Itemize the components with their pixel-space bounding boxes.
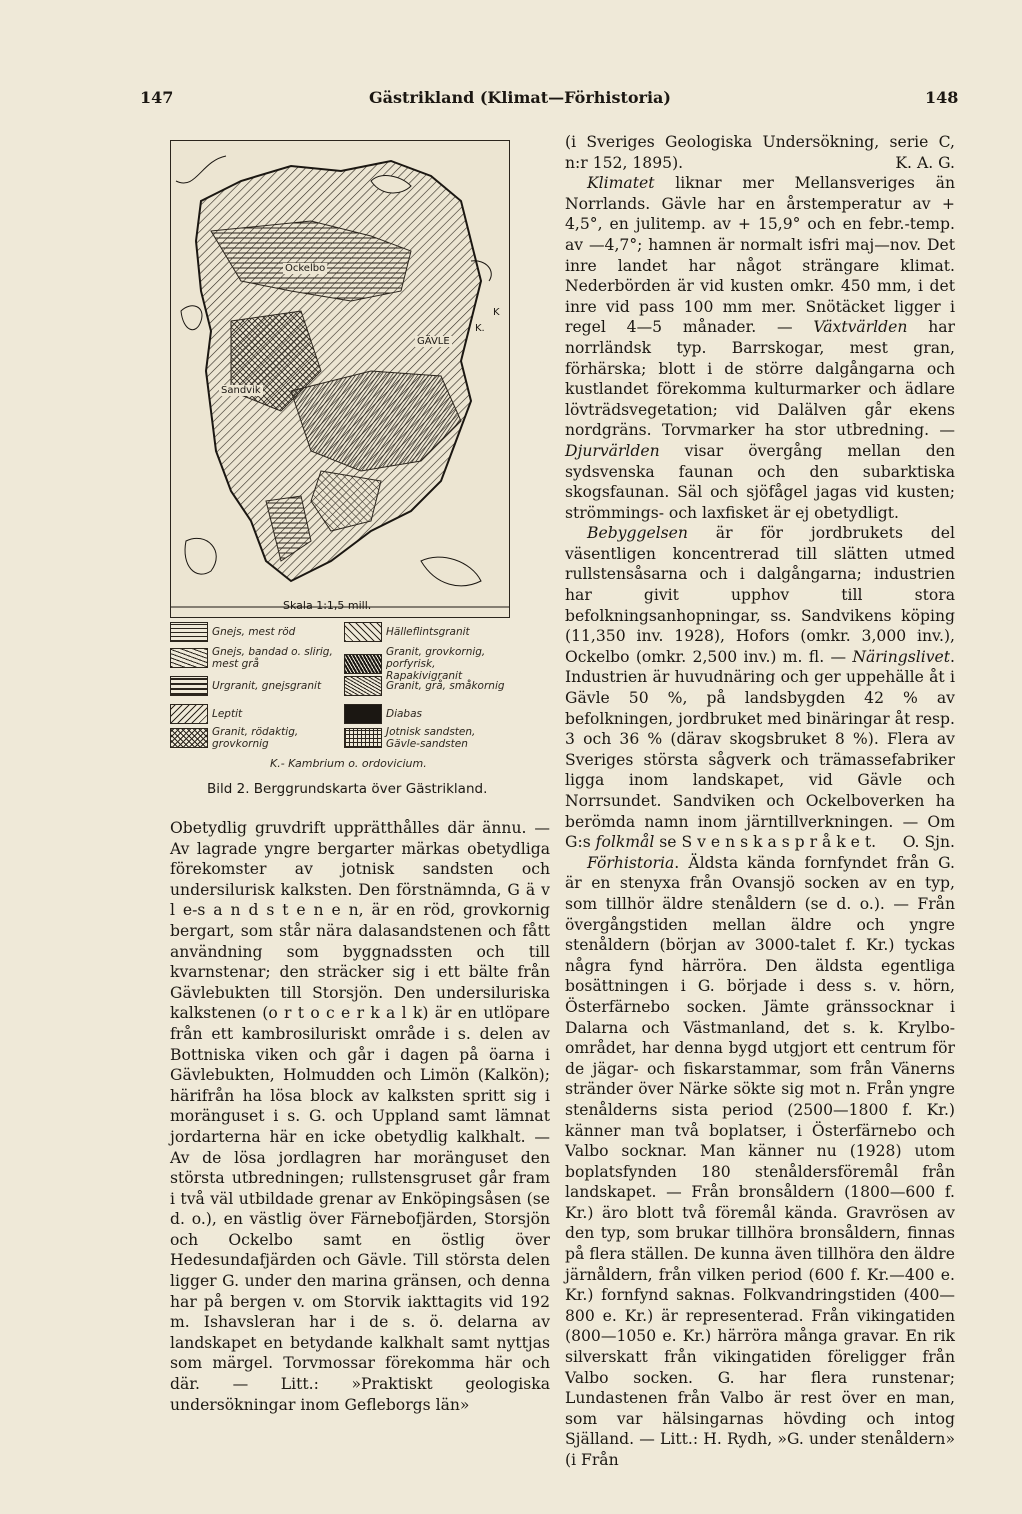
text-run: har norrländsk typ. Barrskogar, mest gran, förhärska; blott i de större dalgångarna och kustlandet förekomma kulturmarker och ädlare lövträdsvegetation; vid Dalälven går ekens nordgräns. Torvmarker ha stor utbredning. —: [565, 318, 955, 440]
place-sandviken: Sandvik: [221, 385, 261, 396]
author-signature: O. Sjn.: [902, 833, 955, 852]
legend-item: [170, 704, 242, 724]
page-number-left: 147: [140, 88, 174, 107]
legend-label: Jotnisk sandsten, Gävle-sandsten: [386, 726, 476, 750]
legend-item: [170, 646, 338, 670]
legend-label: Leptit: [212, 708, 243, 720]
legend-item: [170, 622, 295, 642]
paragraph: [565, 132, 955, 173]
right-column: [565, 132, 955, 1471]
paragraph: [565, 173, 955, 523]
legend-swatch: [344, 704, 382, 724]
legend-swatch: [170, 728, 208, 748]
figure-caption: Bild 2. Berggrundskarta över Gästrikland.: [207, 781, 488, 797]
legend-item: [170, 726, 340, 750]
text-run: är för jordbrukets del väsentligen koncentrerad till slätten utmed rullstensåsarna och i dalgångarna; industrien har givit upphov till stora befolkningsanhopningar, ss. Sandvikens köping (11,350 inv. 1928), Hofors (omkr. 3,000 inv.), Ockelbo (omkr. 2,500 inv.) m. fl. —: [565, 524, 955, 666]
legend-label: Hälleflintsgranit: [386, 626, 470, 638]
text-run: visar övergång mellan den sydsvenska faunan och den subarktiska skogsfaunan. Säl och sjöfågel jagas vid kusten; strömmings- och laxfisket är ej obetydligt.: [565, 441, 955, 522]
place-k: K.: [475, 323, 485, 334]
legend-label: Granit, rödaktig, grovkornig: [212, 726, 299, 750]
legend-note: K.- Kambrium o. ordovicium.: [270, 757, 427, 770]
legend-swatch: [344, 654, 382, 674]
text-run: . Äldsta kända fornfyndet från G. är en stenyxa från Ovansjö socken av en typ, som tillhör äldre stenåldern (se d. o.). — Från övergångstiden mellan äldre och yngre stenåldern (början av 3000-talet f. Kr.) tyckas några fynd härröra. Den äldsta egentliga bosättningen i G. började i dess s. v. hörn, Österfärnebo socken. Jämte gränssocknar i Dalarna och Västmanland, det s. k. Krylbo-området, har denna bygd utgjort ett centrum för de jägar- och fiskarstammar, som från Vänerns stränder över Närke sökte sig mot n. Från yngre stenålderns sista period (2500—1800 f. Kr.) känner man två boplatser, i Österfärnebo och Valbo socknar. Man känner nu (1928) utom boplatsfynden 180 stenåldersföremål från landskapet. — Från bronsåldern (1800—600 f. Kr.) äro blott två föremål kända. Gravrösen av den typ, som brukar tillhöra bronsåldern, finnas på flera ställen. De kunna även tillhöra den äldre järnåldern, från vilken period (600 f. Kr.—400 e. Kr.) fornfynd saknas. Folkvandringstiden (400—800 e. Kr.) är representerad. Från vikingatiden (800—1050 e. Kr.) härröra många gravar. En rik silverskatt från vikingatiden föreligger från Valbo socken. G. har flera runstenar; Lundastenen från Valbo är rest över en man, som var hälsingarnas hövding och intog Själland. — Litt.: H. Rydh, »G. under stenåldern» (i Från: [565, 853, 955, 1469]
legend-label: Diabas: [386, 708, 423, 720]
section-head: Klimatet: [587, 174, 655, 193]
paragraph: [565, 523, 955, 853]
text-run: (i Sveriges Geologiska Undersökning, serie C, n:r 152, 1895).: [565, 133, 955, 172]
text-run: liknar mer Mellansveriges än Norrlands. Gävle har en årstemperatur av + 4,5°, en julitemp. av + 15,9° och en febr.-temp. av —4,7°; hamnen är normalt isfri maj—nov. Det inre landet har något strängare klimat. Nederbörden är vid kusten omkr. 450 mm, i det inre vid pass 100 mm mer. Snötäcket ligger i regel 4—5 månader. —: [565, 174, 955, 337]
legend-item: [344, 726, 510, 750]
legend-item: [344, 704, 422, 724]
legend-swatch: [344, 676, 382, 696]
legend-swatch: [344, 622, 382, 642]
map-scale: Skala 1:1,5 mill.: [283, 599, 372, 612]
legend-swatch: [170, 648, 208, 668]
place-gavle: GÄVLE: [417, 336, 450, 347]
place-ockelbo: Ockelbo: [285, 263, 326, 274]
place-k2: K: [493, 307, 500, 318]
legend-swatch: [170, 676, 208, 696]
legend-label: Gnejs, bandad o. slirig, mest grå: [212, 646, 333, 670]
section-head: Växtvärlden: [813, 318, 908, 337]
legend-label: Granit, grovkornig, porfyrisk, Rapakivigranit: [386, 646, 486, 682]
legend-item: [344, 622, 470, 642]
section-head: Näringslivet: [852, 647, 951, 666]
legend-label: Granit, grå, småkornig: [386, 680, 505, 692]
text-run: se S v e n s k a s p r å k e t.: [654, 833, 877, 852]
running-title: Gästrikland (Klimat—Förhistoria): [369, 88, 671, 107]
section-head: Förhistoria: [587, 853, 675, 872]
paragraph: Obetydlig gruvdrift upprätthålles där ännu. — Av lagrade yngre bergarter märkas obetydliga förekomster av jotnisk sandsten och undersilurisk kalksten. Den förstnämnda, G ä v l e-s a n d s t e n e n, är en röd, grovkornig bergart, som står nära dalasandstenen och fått användning som byggnadssten och till kvarnstenar; den sträcker sig i ett bälte från Gävlebukten till Storsjön. Den undersiluriska kalkstenen (o r t o c e r k a l k) är en utlöpare från ett kambrosiluriskt område i s. delen av Bottniska viken och går i dagen på öarna i Gävlebukten, Holmudden och Limön (Kalkön); härifrån ha lösa block av kalksten spritt sig i moränguset i s. G. och Uppland samt lämnat jordarterna här en icke obetydlig kalkhalt. — Av de lösa jordlagren har moränguset den största utbredningen; rullstensgruset går fram i två väl utbildade grenar av Enköpingsåsen (se d. o.), en västlig över Färnebofjärden, Storsjön och Ockelbo samt en östlig över Hedesundafjärden och Gävle. Till största delen ligger G. under den marina gränsen, och denna har på bergen v. om Storvik iakttagits vid 192 m. Ishavsleran har i de s. ö. delarna av landskapet en betydande kalkhalt samt nyttjas som märgel. Torvmossar förekomma här och där. — Litt.: »Praktiskt geologiska undersökningar inom Gefleborgs län»: [170, 819, 550, 1414]
paragraph: [565, 853, 955, 1471]
section-head: Djurvärlden: [565, 441, 660, 460]
author-signature: K. A. G.: [895, 153, 955, 172]
legend-swatch: [170, 704, 208, 724]
legend-item: [344, 676, 505, 696]
section-head: folkmål: [595, 833, 655, 852]
legend-swatch: [344, 728, 382, 748]
legend-label: Gnejs, mest röd: [212, 626, 296, 638]
text-run: . Industrien är huvudnäring och ger uppehälle åt i Gävle 50 %, på landsbygden 42 % av befolkningen, jordbruket med binäringar åt resp. 3 och 36 % (därav skogsbruket 8 %). Flera av Sveriges största sågverk och trämassefabriker ligga inom landskapet, vid Gävle och Norrsundet. Sandviken och Ockelboverken ha berömda namn inom järntillverkningen. — Om G:s: [565, 647, 955, 852]
legend-label: Urgranit, gnejsgranit: [212, 680, 322, 692]
left-column: [170, 818, 550, 1415]
legend-swatch: [170, 622, 208, 642]
page-number-right: 148: [925, 88, 959, 107]
geology-map: [170, 140, 510, 618]
geology-map-icon: [171, 141, 509, 617]
section-head: Bebyggelsen: [587, 524, 688, 543]
legend-item: [170, 676, 321, 696]
